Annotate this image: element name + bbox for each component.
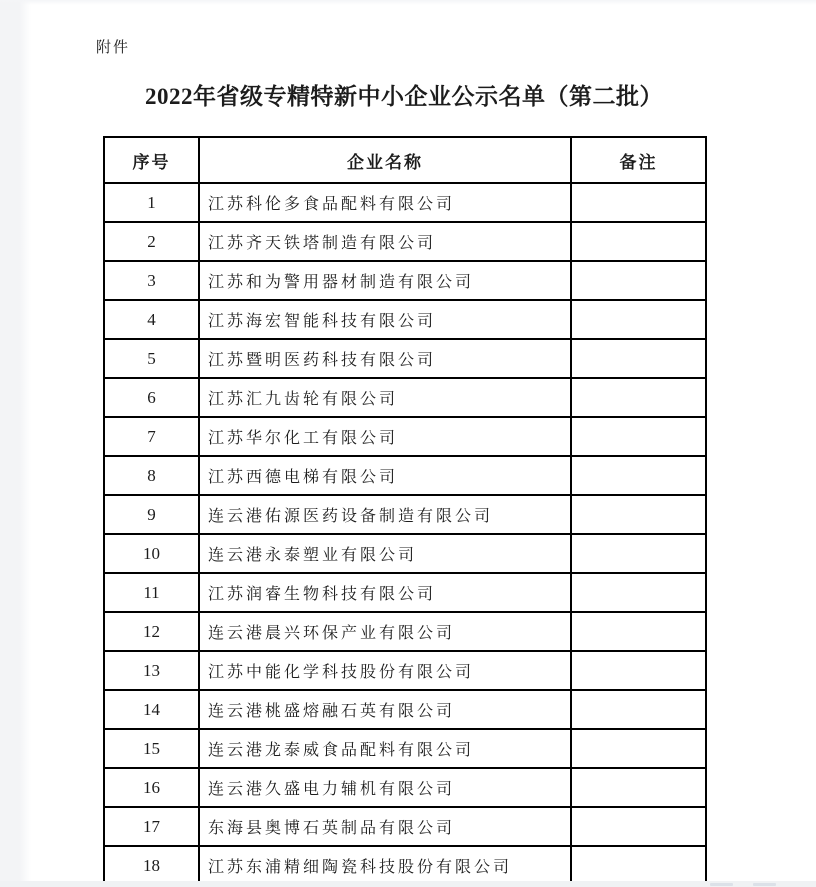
company-name-cell: 江苏海宏智能科技有限公司: [199, 300, 571, 339]
column-header-serial-number: 序号: [104, 137, 199, 183]
serial-number-cell: 17: [104, 807, 199, 846]
bottom-edge-strip: [0, 881, 816, 887]
remarks-cell: [571, 456, 706, 495]
page-title: 2022年省级专精特新中小企业公示名单（第二批）: [145, 84, 663, 109]
serial-number-cell: 12: [104, 612, 199, 651]
table-row: [104, 651, 706, 690]
table-row: [104, 690, 706, 729]
serial-number-cell: 9: [104, 495, 199, 534]
table-row: [104, 768, 706, 807]
table-header-row: [104, 137, 706, 183]
company-name-cell: 江苏科伦多食品配料有限公司: [199, 183, 571, 222]
company-name-cell: 江苏暨明医药科技有限公司: [199, 339, 571, 378]
table-row: [104, 612, 706, 651]
serial-number-cell: 11: [104, 573, 199, 612]
remarks-cell: [571, 534, 706, 573]
serial-number-cell: 13: [104, 651, 199, 690]
table-row: [104, 495, 706, 534]
serial-number-cell: 3: [104, 261, 199, 300]
serial-number-cell: 10: [104, 534, 199, 573]
table-row: [104, 807, 706, 846]
table-row: [104, 729, 706, 768]
remarks-cell: [571, 690, 706, 729]
table-body: [104, 183, 706, 885]
table-row: [104, 378, 706, 417]
company-name-cell: 连云港佑源医药设备制造有限公司: [199, 495, 571, 534]
table-row: [104, 846, 706, 885]
table-row: [104, 417, 706, 456]
bottom-edge-nub: [753, 883, 776, 886]
table-row: [104, 573, 706, 612]
serial-number-cell: 4: [104, 300, 199, 339]
serial-number-cell: 16: [104, 768, 199, 807]
bottom-edge-nub: [710, 883, 733, 886]
serial-number-cell: 14: [104, 690, 199, 729]
remarks-cell: [571, 339, 706, 378]
table-row: [104, 183, 706, 222]
company-name-cell: 东海县奥博石英制品有限公司: [199, 807, 571, 846]
table-row: [104, 456, 706, 495]
remarks-cell: [571, 729, 706, 768]
company-name-cell: 江苏齐天铁塔制造有限公司: [199, 222, 571, 261]
company-name-cell: 江苏西德电梯有限公司: [199, 456, 571, 495]
remarks-cell: [571, 768, 706, 807]
column-header-company-name: 企业名称: [199, 137, 571, 183]
remarks-cell: [571, 300, 706, 339]
company-roster-table: [103, 136, 707, 886]
serial-number-cell: 15: [104, 729, 199, 768]
remarks-cell: [571, 573, 706, 612]
table-row: [104, 339, 706, 378]
table-row: [104, 261, 706, 300]
remarks-cell: [571, 846, 706, 885]
remarks-cell: [571, 378, 706, 417]
remarks-cell: [571, 261, 706, 300]
company-name-cell: 江苏和为警用器材制造有限公司: [199, 261, 571, 300]
table-row: [104, 300, 706, 339]
remarks-cell: [571, 495, 706, 534]
company-name-cell: 江苏华尔化工有限公司: [199, 417, 571, 456]
company-name-cell: 连云港久盛电力辅机有限公司: [199, 768, 571, 807]
remarks-cell: [571, 222, 706, 261]
remarks-cell: [571, 183, 706, 222]
company-name-cell: 连云港永泰塑业有限公司: [199, 534, 571, 573]
company-name-cell: 江苏汇九齿轮有限公司: [199, 378, 571, 417]
serial-number-cell: 5: [104, 339, 199, 378]
remarks-cell: [571, 417, 706, 456]
serial-number-cell: 6: [104, 378, 199, 417]
company-name-cell: 连云港龙泰威食品配料有限公司: [199, 729, 571, 768]
serial-number-cell: 18: [104, 846, 199, 885]
company-name-cell: 江苏润睿生物科技有限公司: [199, 573, 571, 612]
serial-number-cell: 1: [104, 183, 199, 222]
company-name-cell: 江苏中能化学科技股份有限公司: [199, 651, 571, 690]
remarks-cell: [571, 651, 706, 690]
page-left-edge-shadow: [0, 0, 31, 887]
table-row: [104, 534, 706, 573]
attachment-label: 附件: [96, 40, 131, 56]
remarks-cell: [571, 807, 706, 846]
serial-number-cell: 7: [104, 417, 199, 456]
serial-number-cell: 2: [104, 222, 199, 261]
serial-number-cell: 8: [104, 456, 199, 495]
page-top-edge-shadow: [0, 0, 816, 5]
company-name-cell: 连云港晨兴环保产业有限公司: [199, 612, 571, 651]
table-row: [104, 222, 706, 261]
remarks-cell: [571, 612, 706, 651]
company-name-cell: 连云港桃盛熔融石英有限公司: [199, 690, 571, 729]
company-name-cell: 江苏东浦精细陶瓷科技股份有限公司: [199, 846, 571, 885]
column-header-remarks: 备注: [571, 137, 706, 183]
